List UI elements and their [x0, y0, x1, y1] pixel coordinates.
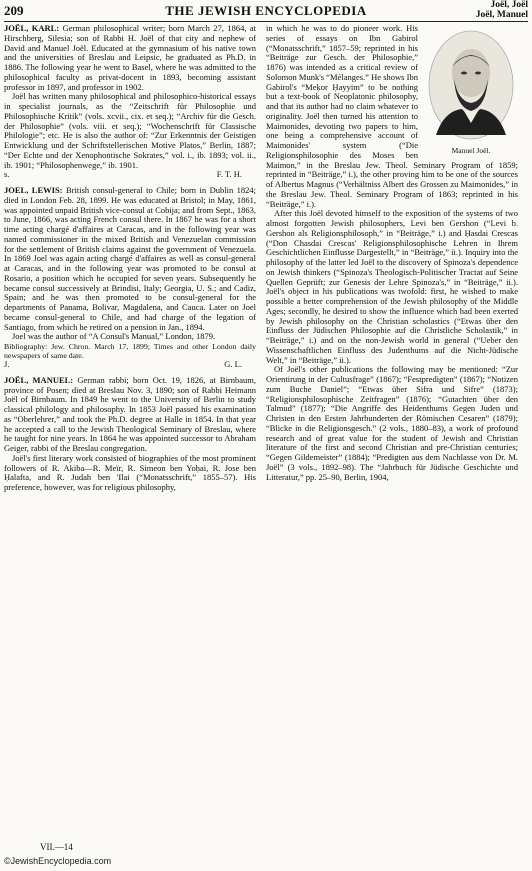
lewis-signature-right: G. L.	[224, 359, 242, 369]
lewis-signature-left: J.	[4, 359, 10, 369]
manuel-paragraph-1	[4, 376, 256, 454]
portrait-figure	[424, 27, 518, 155]
page-number: 209	[4, 3, 24, 18]
manuel-paragraph-2: Joël's first literary work consisted of biographies of the most prominent followers of R. Akiba—R. Meïr, R. Simeon ben Yoḥai, R. Jose ben Ḥalafta, and R. Judah ben 'Ilai (“Monatsschrift,” 1855–57). His preference, however, was for religious philosophy,	[4, 452, 256, 492]
signature-mark: VII.—14	[40, 842, 73, 852]
manuel-paragraph-5: Of Joël's other publications the following may be mentioned: “Zur Orientirung in der Cultusfrage” (1867); “Festpredigten” (1867); “Notizen zum Buche Daniel”; “Etwas über Sifra und Sifre” (1873); “Religionsphilosophische Zeitfragen” (1876); “Gutachten über den Talmud” (1877); “Die Angriffe des Heidenthums Gegen Juden und Christen in den Ersten Jahrhunderten der Römischen Cesaren” (1879); “Blicke in die Religionsgesch.” (2 vols., 1880–83), a work of profound research and of great value for the student of Jewish and Christian literature of the first and second Christian and pre-Christian centuries; “Gegen Gildemeister” (1884); “Predigten aus dem Nachlasse von Dr. M. Joël” (3 vols., 1892–98). The “Jahrbuch für Jüdische Geschichte und Litteratur,” pp. 25–90, Berlin, 1904,	[266, 364, 518, 482]
karl-headword: JOËL, KARL:	[4, 23, 60, 33]
lewis-signature	[4, 360, 256, 370]
portrait-image	[424, 27, 518, 145]
lewis-headword: JOEL, LEWIS:	[4, 185, 63, 195]
running-head-right	[476, 0, 528, 20]
watermark: ©JewishEncyclopedia.com	[4, 856, 112, 866]
running-head-line-1: Joël, Joël	[490, 0, 528, 10]
lewis-bibliography: Bibliography: Jew. Chron. March 17, 1899; Times and other London daily newspapers of same date.	[4, 342, 256, 360]
header-rule	[4, 21, 528, 22]
manuel-headword: JOËL, MANUEL:	[4, 374, 74, 385]
manuel-paragraph-3: in which he was to do pioneer work. His series of essays on Ibn Gabirol (“Monatsschrift,” 1857–59; reprinted in his “Beiträge zur Gesch. der Philosophie,” 1876) was intended as a critical review of Solomon Munk's “Mélanges.” He shows Ibn Gabirol's “Meḳor Ḥayyim” to be nothing but a text-book of Neoplatonic philosophy, and that its author had no claim whatever to originality. Joël then turned his attention to Maimonides, devoting two papers to him, one being a comprehensive account of Maimonides' system (“Die Religionsphilosophie des Moses ben Maimon,” in the Breslau Jew. Theol. Seminary Program of 1859; reprinted in “Beiträge,” i.), the other proving him to be one of the sources of Albertus Magnus (“Verhältniss Albert des Grossen zu Maimonides,” in the Breslau Jew. Theol. Seminary Program of 1863; reprinted in his “Beiträge,” i.).	[266, 23, 518, 209]
karl-signature	[4, 170, 256, 180]
running-head-line-2: Joël, Manuel	[475, 10, 528, 20]
page-header	[4, 0, 528, 20]
karl-text-1: German philosophical writer; born March 27, 1864, at Hirschberg, Silesia; son of Rabbi H. Joël of that city and nephew of David and Manuel Joël. Educated at the gymnasium of his native town and the universities of Breslau and Leipsic, he graduated as Ph.D. in 1886. The following year he went to Basel, where he was admitted to the philosophical faculty as privat-docent in 1893, becoming assistant professor in 1897, and professor in 1902.	[4, 23, 256, 92]
karl-signature-right: F. T. H.	[216, 169, 242, 180]
manuel-text-1: German rabbi; born Oct. 19, 1826, at Birnbaum, province of Posen; died at Breslau Nov. 3, 1890; son of Rabbi Heimann Joël of Birnbaum. In 1849 he went to the University of Berlin to study classical philology and philosophy. In 1853 Joël passed his examination as “Oberlehrer,” and took the Ph.D. degree at Halle in 1854. In that year he accepted a call to the Jewish Theological Seminary of Breslau, where he taught for nine years. In 1864 he was appointed successor to Abraham Geiger, rabbi of the Breslau congregation.	[4, 374, 257, 453]
portrait-caption: Manuel Joël.	[451, 146, 491, 156]
manuel-paragraph-4: After this Joël devoted himself to the exposition of the systems of two almost forgotten Jewish philosophers, Levi ben Gershon (“Levi b. Gershon als Religionsphilosoph,” in “Beiträge,” i.) and Ḥasdai Crescas (“Don Chasdai Crescas' Religionsphilosophische Lehren in Ihrem Geschichtlichen Einflusse Dargestellt,” in “Beiträge,” ii.). Inquiry into the philosophy of the latter led Joël to the discovery of Spinoza's dependence on Jewish thinkers (“Spinoza's Theologisch-Politischer Tractat auf Seine Quellen Geprüft; zur Genesis der Lehre Spinoza's,” in “Beiträge,” ii.). Joël's object in his publications was twofold: first, he wished to make possible a better comprehension of the Jewish philosophy of the Middle Ages; secondly, he desired to show the influence which had been exerted by Jewish philosophy on the Christian scholastics (“Etwas über den Einfluss der Jüdischen Philosophie auf die Christliche Scholastik,” in “Beiträge,” i.) and on the non-Jewish world in general (“Ueber den Wissenschaftlichen Einfluss des Judenthums auf die Nicht-Jüdische Welt,” in “Beiträge,” ii.).	[266, 208, 518, 365]
lewis-paragraph-1	[4, 186, 256, 332]
karl-paragraph-1	[4, 24, 256, 92]
lewis-paragraph-2: Joel was the author of “A Consul's Manual,” London, 1879.	[12, 331, 216, 342]
right-column	[266, 24, 518, 482]
left-column	[4, 24, 256, 493]
karl-signature-left: s.	[4, 169, 10, 180]
karl-paragraph-2: Joël has written many philosophical and philosophico-historical essays in specialist journals, as the “Zeitschrift für Philosophie und Philosophische Kritik” (vols. xcvii., cix. et seq.); “Archiv für die Gesch. der Philosophie” (vols. viii. et seq.); “Wochenschrift für Classische Philologie”; etc. He is also the author of: “Zur Erkenntnis der Geistigen Entwicklung und der Schriftstellerischen Motive Platos,” Berlin, 1887; “Der Echte und der Xenophontische Sokrates,” vol. i., ib. 1893; vol. ii., ib. 1901; “Philosophenwege,” ib. 1901.	[4, 91, 256, 170]
running-title: THE JEWISH ENCYCLOPEDIA	[165, 3, 367, 18]
lewis-text-1: British consul-general to Chile; born in Dublin 1824; died in London Feb. 28, 1899. He was educated at Bristol; in May, 1861, was appointed unpaid British vice-consul at Cobija; and from Sept., 1863, to June, 1866, was acting French consul there. In 1867 he was for a short time acting chargé d'affaires at Caracas, and in the following year was named commissioner in the mixed British and Venezuelan commission for the settlement of British claims against the government of Venezuela. In 1869 Joel was again acting chargé d'affaires as well as consul-general at Caracas, and in the following year was promoted to be consul at Rosario, a position which he occupied for seven years. Subsequently he became consul successively at Brindisi, Italy; Georgia, U. S.; and Cadiz, Spain; and he was then promoted to be consul-general for the departments of Panama, Bolivar, Magdalena, and Cauca. Later on Joel became consul-general to Chile, and had charge of the legation of Santiago, from which he retired on a pension in Jan., 1894.	[4, 185, 257, 332]
